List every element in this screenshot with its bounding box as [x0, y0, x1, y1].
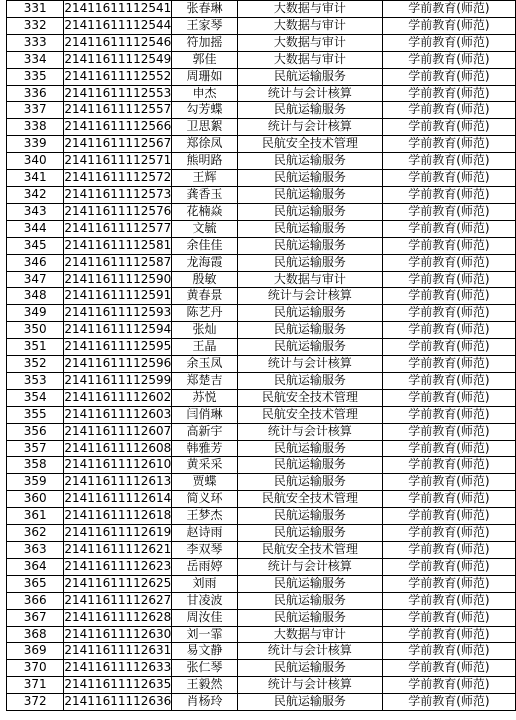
row-number-cell: 364: [7, 558, 64, 575]
major-cell: 民航安全技术管理: [237, 542, 382, 559]
table-row: [7, 85, 516, 102]
major-cell: 民航安全技术管理: [237, 136, 382, 153]
row-number-cell: 372: [7, 694, 64, 711]
row-number-cell: 365: [7, 575, 64, 592]
table-row: [7, 508, 516, 525]
student-id-cell: 21411611112633: [64, 660, 172, 677]
major-cell: 民航运输服务: [237, 305, 382, 322]
student-name-cell: 甘凌波: [172, 592, 237, 609]
student-id-cell: 21411611112625: [64, 575, 172, 592]
major-cell: 民航运输服务: [237, 102, 382, 119]
table-row: [7, 389, 516, 406]
student-id-cell: 21411611112631: [64, 643, 172, 660]
major-cell: 民航安全技术管理: [237, 389, 382, 406]
table-row: [7, 575, 516, 592]
category-cell: 学前教育(师范): [382, 322, 515, 339]
table-row: [7, 51, 516, 68]
student-id-cell: 21411611112571: [64, 153, 172, 170]
table-row: [7, 68, 516, 85]
major-cell: 统计与会计核算: [237, 356, 382, 373]
student-id-cell: 21411611112627: [64, 592, 172, 609]
row-number-cell: 333: [7, 34, 64, 51]
table-row: [7, 677, 516, 694]
table-row: [7, 626, 516, 643]
row-number-cell: 359: [7, 474, 64, 491]
student-name-cell: 郑徐凤: [172, 136, 237, 153]
student-name-cell: 龙海霞: [172, 254, 237, 271]
category-cell: 学前教育(师范): [382, 170, 515, 187]
student-name-cell: 贾蝶: [172, 474, 237, 491]
category-cell: 学前教育(师范): [382, 17, 515, 34]
student-name-cell: 黄采采: [172, 457, 237, 474]
category-cell: 学前教育(师范): [382, 271, 515, 288]
row-number-cell: 332: [7, 17, 64, 34]
row-number-cell: 346: [7, 254, 64, 271]
category-cell: 学前教育(师范): [382, 119, 515, 136]
major-cell: 民航运输服务: [237, 203, 382, 220]
category-cell: 学前教育(师范): [382, 677, 515, 694]
category-cell: 学前教育(师范): [382, 85, 515, 102]
category-cell: 学前教育(师范): [382, 457, 515, 474]
student-id-cell: 21411611112572: [64, 170, 172, 187]
major-cell: 民航运输服务: [237, 660, 382, 677]
student-id-cell: 21411611112602: [64, 389, 172, 406]
student-name-cell: 韩雅芳: [172, 440, 237, 457]
row-number-cell: 352: [7, 356, 64, 373]
category-cell: 学前教育(师范): [382, 237, 515, 254]
student-id-cell: 21411611112587: [64, 254, 172, 271]
student-name-cell: 张灿: [172, 322, 237, 339]
student-id-cell: 21411611112593: [64, 305, 172, 322]
category-cell: 学前教育(师范): [382, 558, 515, 575]
student-name-cell: 周汝佳: [172, 609, 237, 626]
student-name-cell: 余玉凤: [172, 356, 237, 373]
category-cell: 学前教育(师范): [382, 609, 515, 626]
row-number-cell: 351: [7, 339, 64, 356]
student-id-cell: 21411611112636: [64, 694, 172, 711]
row-number-cell: 368: [7, 626, 64, 643]
major-cell: 民航运输服务: [237, 592, 382, 609]
student-id-cell: 21411611112610: [64, 457, 172, 474]
table-row: [7, 558, 516, 575]
student-name-cell: 黄春景: [172, 288, 237, 305]
table-row: [7, 186, 516, 203]
table-row: [7, 170, 516, 187]
student-id-cell: 21411611112630: [64, 626, 172, 643]
table-body: [7, 1, 516, 711]
category-cell: 学前教育(师范): [382, 592, 515, 609]
major-cell: 民航运输服务: [237, 322, 382, 339]
category-cell: 学前教育(师范): [382, 542, 515, 559]
category-cell: 学前教育(师范): [382, 254, 515, 271]
student-name-cell: 王毅然: [172, 677, 237, 694]
row-number-cell: 350: [7, 322, 64, 339]
table-row: [7, 34, 516, 51]
category-cell: 学前教育(师范): [382, 474, 515, 491]
student-id-cell: 21411611112613: [64, 474, 172, 491]
category-cell: 学前教育(师范): [382, 643, 515, 660]
student-id-cell: 21411611112628: [64, 609, 172, 626]
table-row: [7, 153, 516, 170]
row-number-cell: 353: [7, 372, 64, 389]
student-id-cell: 21411611112577: [64, 220, 172, 237]
row-number-cell: 344: [7, 220, 64, 237]
student-id-cell: 21411611112541: [64, 1, 172, 18]
row-number-cell: 355: [7, 406, 64, 423]
major-cell: 大数据与审计: [237, 34, 382, 51]
major-cell: 统计与会计核算: [237, 643, 382, 660]
major-cell: 民航运输服务: [237, 474, 382, 491]
table-row: [7, 440, 516, 457]
category-cell: 学前教育(师范): [382, 186, 515, 203]
major-cell: 民航运输服务: [237, 440, 382, 457]
row-number-cell: 361: [7, 508, 64, 525]
student-list-table: [6, 0, 516, 711]
student-name-cell: 王梦杰: [172, 508, 237, 525]
row-number-cell: 360: [7, 491, 64, 508]
major-cell: 统计与会计核算: [237, 119, 382, 136]
student-id-cell: 21411611112590: [64, 271, 172, 288]
table-row: [7, 271, 516, 288]
student-id-cell: 21411611112607: [64, 423, 172, 440]
row-number-cell: 362: [7, 525, 64, 542]
category-cell: 学前教育(师范): [382, 288, 515, 305]
major-cell: 统计与会计核算: [237, 85, 382, 102]
table-row: [7, 288, 516, 305]
student-name-cell: 王晶: [172, 339, 237, 356]
student-name-cell: 岳雨婷: [172, 558, 237, 575]
category-cell: 学前教育(师范): [382, 440, 515, 457]
table-row: [7, 339, 516, 356]
row-number-cell: 367: [7, 609, 64, 626]
major-cell: 民航运输服务: [237, 372, 382, 389]
student-name-cell: 刘雨: [172, 575, 237, 592]
table-row: [7, 660, 516, 677]
major-cell: 大数据与审计: [237, 1, 382, 18]
row-number-cell: 341: [7, 170, 64, 187]
student-id-cell: 21411611112591: [64, 288, 172, 305]
major-cell: 民航运输服务: [237, 186, 382, 203]
row-number-cell: 342: [7, 186, 64, 203]
row-number-cell: 354: [7, 389, 64, 406]
student-name-cell: 苏悦: [172, 389, 237, 406]
student-name-cell: 勾芳蝶: [172, 102, 237, 119]
row-number-cell: 345: [7, 237, 64, 254]
table-row: [7, 592, 516, 609]
row-number-cell: 358: [7, 457, 64, 474]
major-cell: 民航运输服务: [237, 237, 382, 254]
row-number-cell: 338: [7, 119, 64, 136]
student-name-cell: 申杰: [172, 85, 237, 102]
student-name-cell: 文毓: [172, 220, 237, 237]
student-id-cell: 21411611112614: [64, 491, 172, 508]
student-id-cell: 21411611112573: [64, 186, 172, 203]
table-row: [7, 220, 516, 237]
major-cell: 民航运输服务: [237, 339, 382, 356]
student-id-cell: 21411611112544: [64, 17, 172, 34]
table-row: [7, 372, 516, 389]
student-name-cell: 龚香玉: [172, 186, 237, 203]
student-name-cell: 易文静: [172, 643, 237, 660]
table-row: [7, 457, 516, 474]
row-number-cell: 356: [7, 423, 64, 440]
student-name-cell: 赵诗雨: [172, 525, 237, 542]
major-cell: 民航运输服务: [237, 694, 382, 711]
student-name-cell: 李双琴: [172, 542, 237, 559]
row-number-cell: 371: [7, 677, 64, 694]
major-cell: 民航运输服务: [237, 457, 382, 474]
major-cell: 大数据与审计: [237, 271, 382, 288]
major-cell: 民航安全技术管理: [237, 406, 382, 423]
category-cell: 学前教育(师范): [382, 525, 515, 542]
major-cell: 民航运输服务: [237, 170, 382, 187]
student-name-cell: 陈艺丹: [172, 305, 237, 322]
table-row: [7, 406, 516, 423]
student-name-cell: 花楠焱: [172, 203, 237, 220]
category-cell: 学前教育(师范): [382, 203, 515, 220]
row-number-cell: 370: [7, 660, 64, 677]
table-row: [7, 237, 516, 254]
row-number-cell: 340: [7, 153, 64, 170]
row-number-cell: 337: [7, 102, 64, 119]
student-id-cell: 21411611112557: [64, 102, 172, 119]
student-id-cell: 21411611112576: [64, 203, 172, 220]
table-row: [7, 491, 516, 508]
major-cell: 民航运输服务: [237, 153, 382, 170]
student-id-cell: 21411611112549: [64, 51, 172, 68]
major-cell: 民航运输服务: [237, 575, 382, 592]
table-row: [7, 423, 516, 440]
category-cell: 学前教育(师范): [382, 68, 515, 85]
category-cell: 学前教育(师范): [382, 220, 515, 237]
student-id-cell: 21411611112553: [64, 85, 172, 102]
student-id-cell: 21411611112599: [64, 372, 172, 389]
category-cell: 学前教育(师范): [382, 491, 515, 508]
table-row: [7, 609, 516, 626]
major-cell: 民航运输服务: [237, 508, 382, 525]
category-cell: 学前教育(师范): [382, 305, 515, 322]
student-name-cell: 郑楚吉: [172, 372, 237, 389]
row-number-cell: 334: [7, 51, 64, 68]
student-id-cell: 21411611112635: [64, 677, 172, 694]
category-cell: 学前教育(师范): [382, 508, 515, 525]
student-id-cell: 21411611112552: [64, 68, 172, 85]
major-cell: 大数据与审计: [237, 626, 382, 643]
table-row: [7, 17, 516, 34]
major-cell: 大数据与审计: [237, 51, 382, 68]
student-id-cell: 21411611112603: [64, 406, 172, 423]
row-number-cell: 331: [7, 1, 64, 18]
major-cell: 统计与会计核算: [237, 288, 382, 305]
category-cell: 学前教育(师范): [382, 102, 515, 119]
table-row: [7, 322, 516, 339]
table-row: [7, 119, 516, 136]
student-name-cell: 符加摇: [172, 34, 237, 51]
category-cell: 学前教育(师范): [382, 34, 515, 51]
category-cell: 学前教育(师范): [382, 356, 515, 373]
student-id-cell: 21411611112596: [64, 356, 172, 373]
major-cell: 统计与会计核算: [237, 677, 382, 694]
table-row: [7, 356, 516, 373]
category-cell: 学前教育(师范): [382, 575, 515, 592]
category-cell: 学前教育(师范): [382, 153, 515, 170]
student-id-cell: 21411611112623: [64, 558, 172, 575]
student-name-cell: 张春琳: [172, 1, 237, 18]
category-cell: 学前教育(师范): [382, 423, 515, 440]
major-cell: 统计与会计核算: [237, 423, 382, 440]
table-row: [7, 525, 516, 542]
major-cell: 民航运输服务: [237, 254, 382, 271]
category-cell: 学前教育(师范): [382, 1, 515, 18]
row-number-cell: 347: [7, 271, 64, 288]
category-cell: 学前教育(师范): [382, 406, 515, 423]
student-id-cell: 21411611112619: [64, 525, 172, 542]
row-number-cell: 343: [7, 203, 64, 220]
table-row: [7, 1, 516, 18]
student-name-cell: 高新宇: [172, 423, 237, 440]
student-id-cell: 21411611112566: [64, 119, 172, 136]
student-name-cell: 周珊如: [172, 68, 237, 85]
category-cell: 学前教育(师范): [382, 389, 515, 406]
student-name-cell: 肖杨玲: [172, 694, 237, 711]
major-cell: 民航运输服务: [237, 609, 382, 626]
category-cell: 学前教育(师范): [382, 626, 515, 643]
category-cell: 学前教育(师范): [382, 136, 515, 153]
table-row: [7, 136, 516, 153]
student-id-cell: 21411611112594: [64, 322, 172, 339]
major-cell: 民航安全技术管理: [237, 491, 382, 508]
major-cell: 民航运输服务: [237, 68, 382, 85]
student-id-cell: 21411611112581: [64, 237, 172, 254]
student-name-cell: 张仁琴: [172, 660, 237, 677]
table-row: [7, 305, 516, 322]
row-number-cell: 349: [7, 305, 64, 322]
row-number-cell: 339: [7, 136, 64, 153]
category-cell: 学前教育(师范): [382, 372, 515, 389]
row-number-cell: 357: [7, 440, 64, 457]
table-row: [7, 474, 516, 491]
row-number-cell: 369: [7, 643, 64, 660]
student-name-cell: 王家琴: [172, 17, 237, 34]
row-number-cell: 348: [7, 288, 64, 305]
category-cell: 学前教育(师范): [382, 339, 515, 356]
student-id-cell: 21411611112621: [64, 542, 172, 559]
major-cell: 统计与会计核算: [237, 558, 382, 575]
row-number-cell: 335: [7, 68, 64, 85]
student-id-cell: 21411611112595: [64, 339, 172, 356]
student-name-cell: 殷敏: [172, 271, 237, 288]
table-row: [7, 643, 516, 660]
table-row: [7, 542, 516, 559]
table-row: [7, 203, 516, 220]
row-number-cell: 366: [7, 592, 64, 609]
table-row: [7, 254, 516, 271]
student-id-cell: 21411611112546: [64, 34, 172, 51]
category-cell: 学前教育(师范): [382, 660, 515, 677]
row-number-cell: 336: [7, 85, 64, 102]
student-id-cell: 21411611112618: [64, 508, 172, 525]
student-name-cell: 卫思絮: [172, 119, 237, 136]
student-name-cell: 王辉: [172, 170, 237, 187]
student-id-cell: 21411611112608: [64, 440, 172, 457]
major-cell: 民航运输服务: [237, 220, 382, 237]
student-name-cell: 余佳佳: [172, 237, 237, 254]
category-cell: 学前教育(师范): [382, 51, 515, 68]
table-row: [7, 102, 516, 119]
table-row: [7, 694, 516, 711]
student-name-cell: 熊明路: [172, 153, 237, 170]
student-id-cell: 21411611112567: [64, 136, 172, 153]
student-name-cell: 简义环: [172, 491, 237, 508]
major-cell: 大数据与审计: [237, 17, 382, 34]
student-name-cell: 闫俏琳: [172, 406, 237, 423]
student-name-cell: 郭佳: [172, 51, 237, 68]
major-cell: 民航运输服务: [237, 525, 382, 542]
category-cell: 学前教育(师范): [382, 694, 515, 711]
row-number-cell: 363: [7, 542, 64, 559]
student-name-cell: 刘一霏: [172, 626, 237, 643]
